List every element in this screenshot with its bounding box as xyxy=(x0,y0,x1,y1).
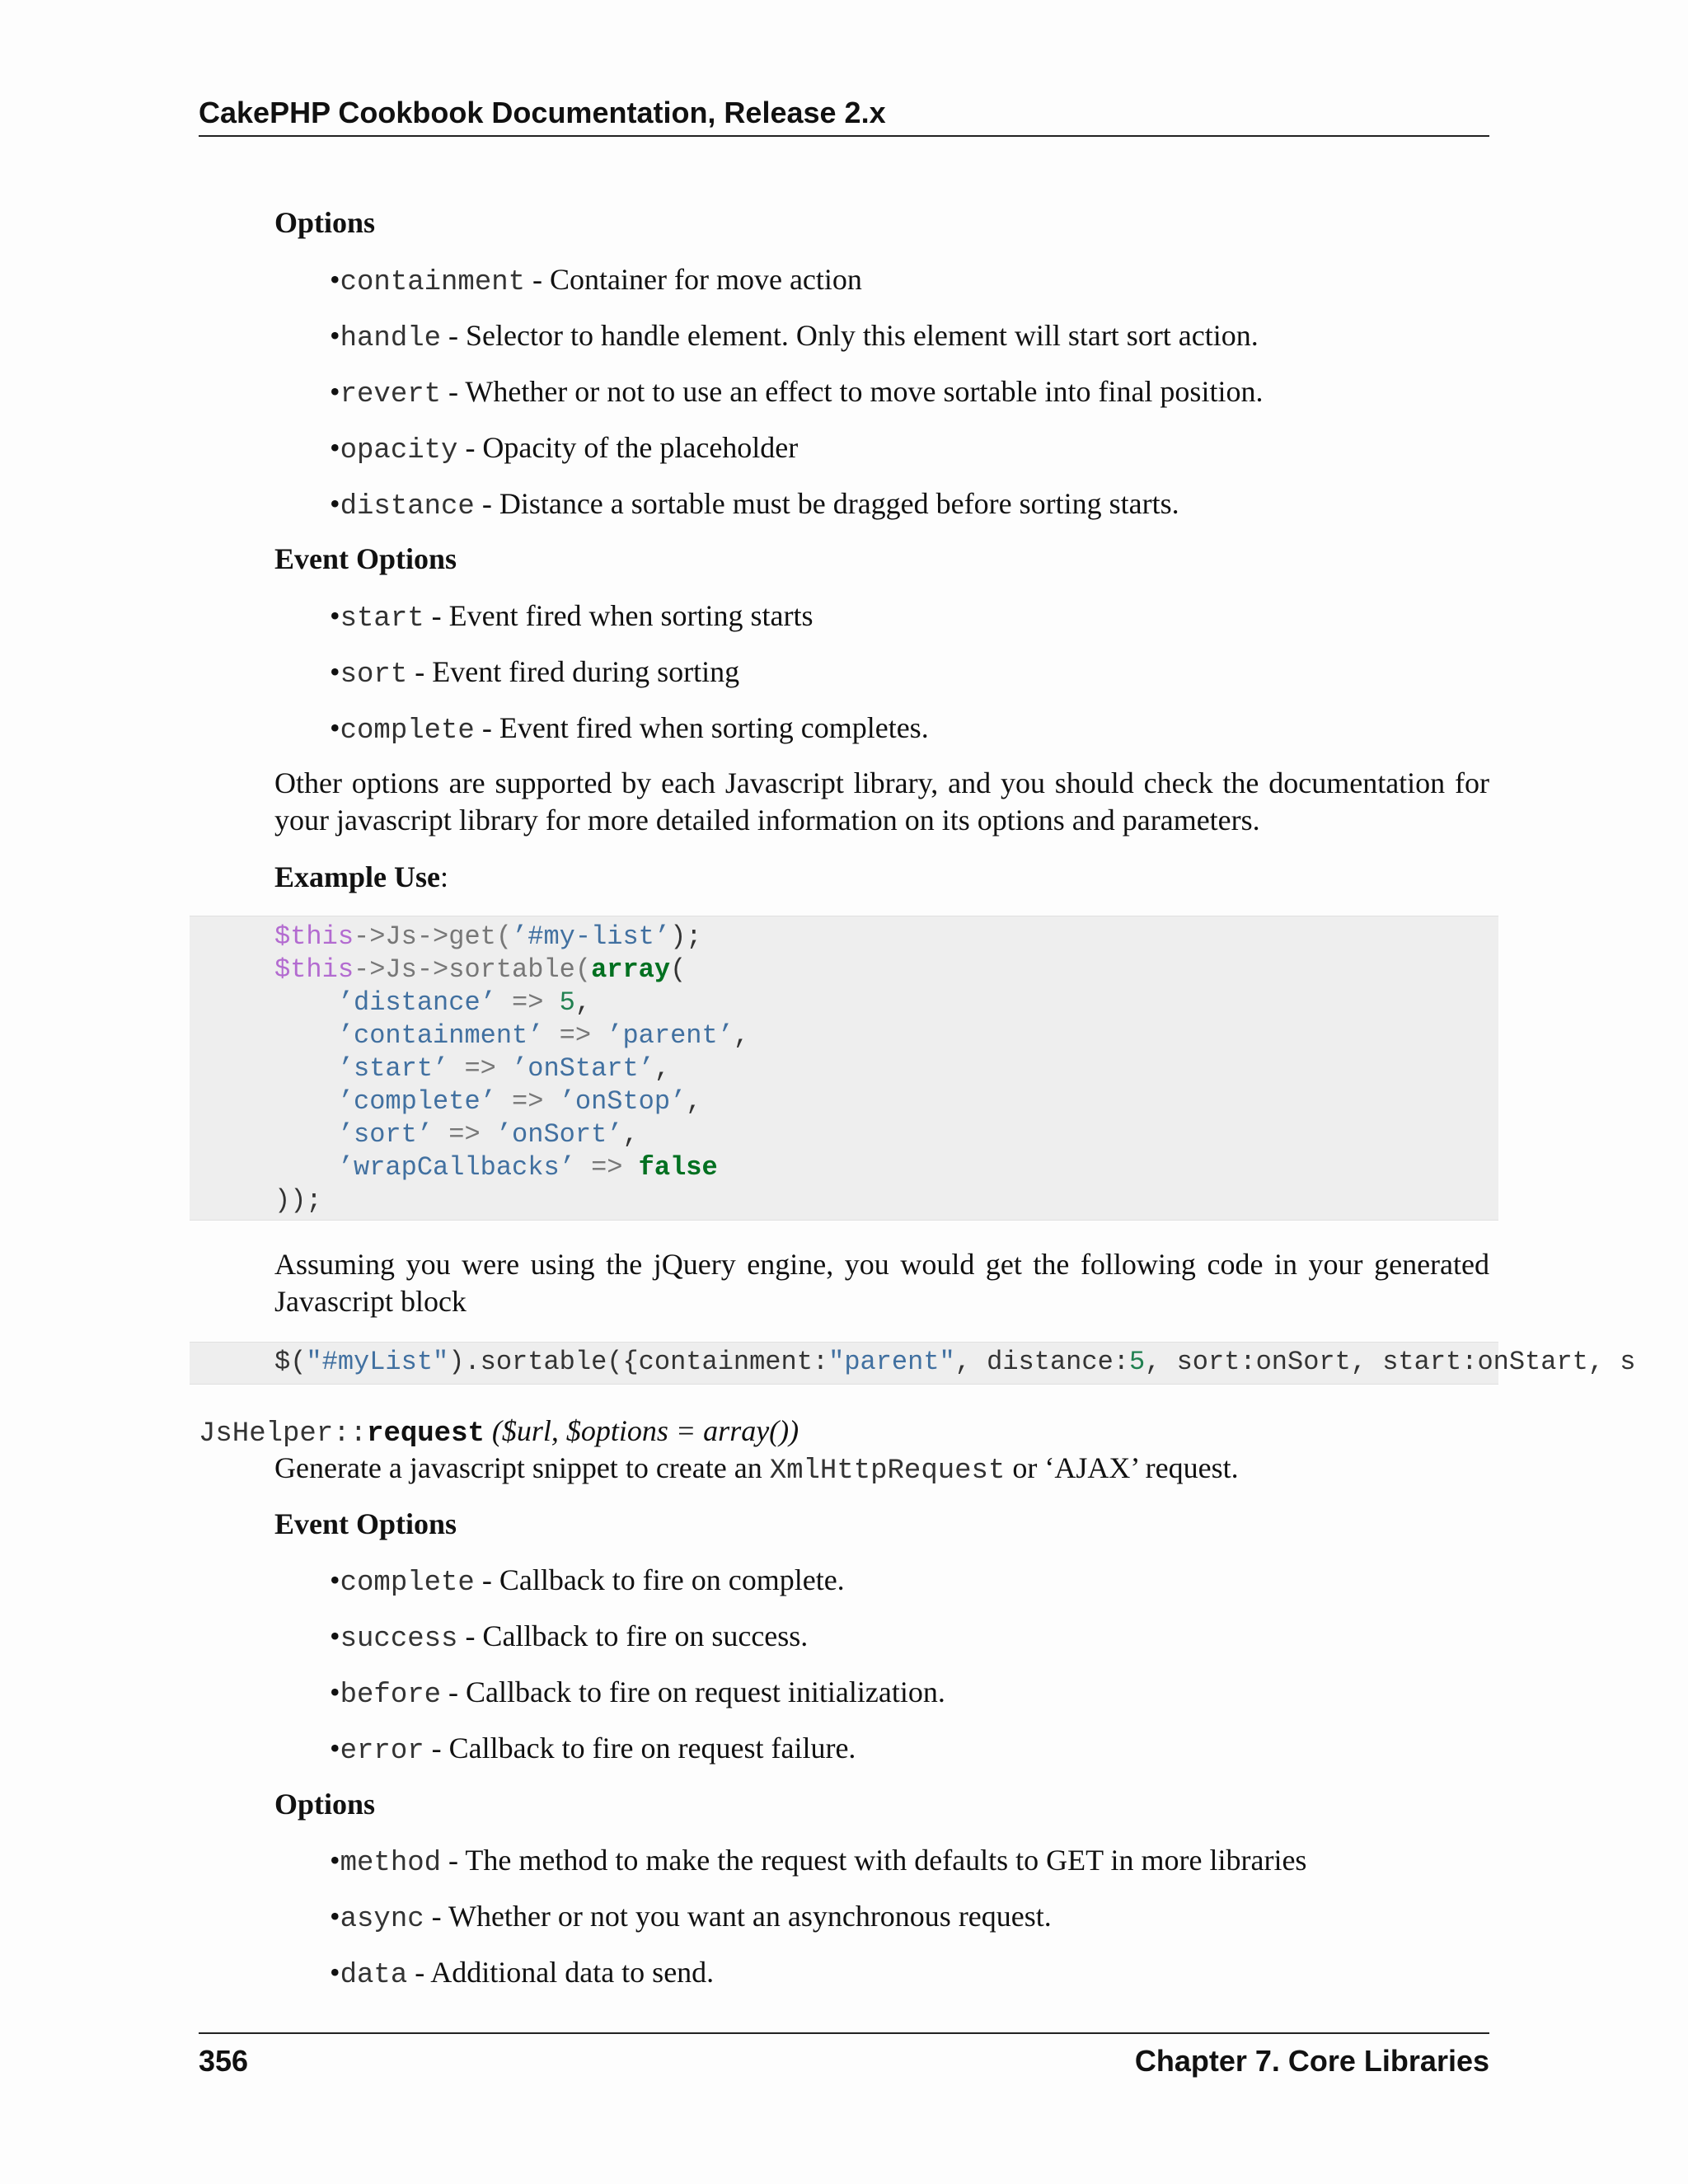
option-name: complete xyxy=(340,715,475,747)
option-name: start xyxy=(340,603,424,635)
option-name: success xyxy=(340,1624,458,1655)
list-item: •complete - Callback to fire on complete. xyxy=(330,1563,845,1599)
list-item: •revert - Whether or not to use an effect to move sortable into final position. xyxy=(330,375,1264,410)
list-item: •distance - Distance a sortable must be dragged before sorting starts. xyxy=(330,487,1179,523)
option-name: complete xyxy=(340,1568,475,1599)
list-item: •error - Callback to fire on request failure. xyxy=(330,1732,856,1767)
option-name: opacity xyxy=(340,435,458,466)
option-name: sort xyxy=(340,659,408,691)
chapter-title: Chapter 7. Core Libraries xyxy=(1134,2044,1489,2078)
request-description: Generate a javascript snippet to create an XmlHttpRequest or ‘AJAX’ request. xyxy=(274,1451,1239,1487)
event-options-heading: Event Options xyxy=(274,542,457,575)
code-block-jquery[interactable]: $("#myList").sortable({containment:"parent", distance:5, sort:onSort, start:onStart, s xyxy=(190,1342,1498,1385)
method-signature: JsHelper::request ($url, $options = array()) xyxy=(199,1414,799,1450)
option-name: async xyxy=(340,1904,424,1935)
list-item: •async - Whether or not you want an asynchronous request. xyxy=(330,1900,1052,1935)
option-name: containment xyxy=(340,267,526,298)
list-item: •opacity - Opacity of the placeholder xyxy=(330,431,799,466)
assuming-paragraph: Assuming you were using the jQuery engine, you would get the following code in your generated Javascript block xyxy=(274,1248,1489,1318)
list-item: •handle - Selector to handle element. Only this element will start sort action. xyxy=(330,319,1259,354)
list-item: •sort - Event fired during sorting xyxy=(330,655,740,691)
option-name: method xyxy=(340,1848,442,1879)
code-block-example[interactable]: $this->Js->get(’#my-list’); $this->Js->sortable(array( ’distance’ => 5, ’containment’ => ’parent’, ’start’ => ’onStart’, ’complete’ => ’onStop’, ’sort’ => ’onSort’, ’wrapCallbacks’ => false )); xyxy=(190,916,1498,1221)
list-item: •containment - Container for move action xyxy=(330,263,862,298)
list-item: •data - Additional data to send. xyxy=(330,1956,715,1991)
options-heading: Options xyxy=(274,206,376,239)
list-item: •before - Callback to fire on request initialization. xyxy=(330,1675,945,1711)
page-number: 356 xyxy=(199,2044,249,2078)
option-name: handle xyxy=(340,323,442,354)
list-item: •method - The method to make the request with defaults to GET in more libraries xyxy=(330,1844,1307,1879)
option-name: revert xyxy=(340,379,442,410)
list-item: •success - Callback to fire on success. xyxy=(330,1619,809,1655)
example-use-label: Example Use: xyxy=(274,860,449,893)
option-name: error xyxy=(340,1736,424,1767)
list-item: •complete - Event fired when sorting completes. xyxy=(330,711,929,747)
list-item: •start - Event fired when sorting starts xyxy=(330,599,814,635)
option-name: data xyxy=(340,1960,408,1991)
option-name: distance xyxy=(340,491,475,523)
request-event-options-heading: Event Options xyxy=(274,1507,457,1540)
request-options-heading: Options xyxy=(274,1788,376,1821)
page-footer xyxy=(199,2032,1489,2080)
running-header: CakePHP Cookbook Documentation, Release 2.x xyxy=(199,94,1489,137)
option-name: before xyxy=(340,1680,442,1711)
other-options-paragraph: Other options are supported by each Javascript library, and you should check the documentation for your javascript library for more detailed information on its options and parameters. xyxy=(274,766,1489,837)
